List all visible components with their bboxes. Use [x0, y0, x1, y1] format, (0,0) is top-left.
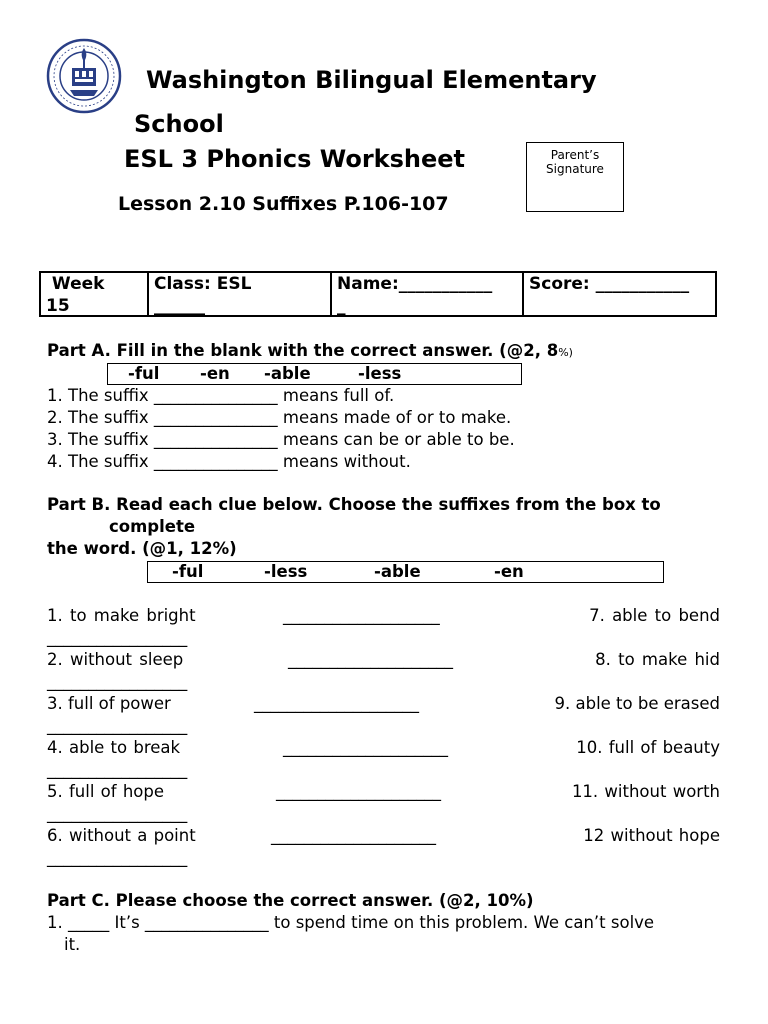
part-b-suffix-box — [147, 561, 664, 583]
part-c-heading: Part C. Please choose the correct answer. (@2, 10%) — [47, 891, 534, 910]
clue-left: 4. able to break — [47, 738, 181, 757]
clue-right: 10. full of beauty — [576, 738, 720, 757]
signature-label-line2: Signature — [546, 162, 604, 176]
name-blank: _ — [337, 296, 346, 316]
answer-blank[interactable]: _________________ — [47, 848, 188, 867]
clue-continuation — [47, 803, 720, 825]
signature-label-line1: Parent’s — [550, 148, 600, 162]
clue-right: 7. able to bend — [589, 606, 720, 625]
answer-blank[interactable]: ___________________ — [283, 606, 440, 625]
suffix-option: -ful — [128, 364, 160, 383]
week-label: Week — [46, 274, 105, 294]
clue-continuation — [47, 671, 720, 693]
class-cell[interactable] — [149, 273, 331, 315]
week-number: 15 — [46, 296, 70, 316]
school-seal-logo — [46, 38, 122, 114]
clue-left: 5. full of hope — [47, 782, 164, 801]
part-a-heading — [47, 340, 573, 364]
clue-row — [47, 605, 720, 627]
clue-right: 12 without hope — [583, 826, 720, 845]
answer-blank[interactable]: ____________________ — [271, 826, 436, 845]
score-cell[interactable] — [524, 273, 715, 315]
clue-row — [47, 737, 720, 759]
answer-blank[interactable]: ____________________ — [288, 650, 453, 669]
worksheet-title: ESL 3 Phonics Worksheet — [124, 145, 466, 173]
clue-row — [47, 693, 720, 715]
answer-blank[interactable]: _________________ — [47, 760, 188, 779]
suffix-option: -able — [374, 562, 421, 581]
clue-row — [47, 649, 720, 671]
clue-left: 6. without a point — [47, 826, 196, 845]
part-a-suffix-box — [107, 363, 522, 385]
clue-continuation — [47, 847, 720, 869]
answer-blank[interactable]: ____________________ — [283, 738, 448, 757]
part-b-heading-line1: Part B. Read each clue below. Choose the suffixes from the box to — [47, 495, 661, 514]
school-name-line2: School — [134, 110, 224, 138]
part-b-heading-line2: complete — [109, 517, 196, 536]
clue-continuation — [47, 759, 720, 781]
name-cell[interactable] — [332, 273, 522, 315]
answer-blank[interactable]: _________________ — [47, 804, 188, 823]
answer-blank[interactable]: ____________________ — [254, 694, 419, 713]
clue-right: 9. able to be erased — [554, 694, 720, 713]
suffix-option: -able — [264, 364, 311, 383]
answer-blank[interactable]: _________________ — [47, 628, 188, 647]
suffix-option: -en — [200, 364, 230, 383]
clue-left: 2. without sleep — [47, 650, 184, 669]
class-blank: ______ — [154, 296, 205, 316]
part-c-item-1-cont: it. — [64, 935, 81, 954]
parent-signature-box[interactable] — [526, 142, 624, 212]
school-name-line1: Washington Bilingual Elementary — [146, 66, 597, 94]
answer-blank[interactable]: _________________ — [47, 716, 188, 735]
suffix-option: -en — [494, 562, 524, 581]
name-label: Name:___________ — [337, 274, 493, 294]
part-a-heading-text: Part A. Fill in the blank with the correct answer. (@2, 8 — [47, 341, 559, 360]
suffix-option: -less — [264, 562, 308, 581]
part-b-heading-line3: the word. (@1, 12%) — [47, 539, 237, 558]
school-name — [134, 58, 666, 146]
clue-right: 8. to make hid — [595, 650, 720, 669]
clue-continuation — [47, 627, 720, 649]
clue-continuation — [47, 715, 720, 737]
answer-blank[interactable]: ____________________ — [276, 782, 441, 801]
suffix-option: -less — [358, 364, 402, 383]
clue-left: 1. to make bright — [47, 606, 196, 625]
part-a-heading-percent: %) — [558, 346, 573, 359]
part-a-item-3[interactable]: 3. The suffix _______________ means can be or able to be. — [47, 430, 515, 449]
part-a-item-1[interactable]: 1. The suffix _______________ means full of. — [47, 386, 395, 405]
clue-row — [47, 781, 720, 803]
clue-row — [47, 825, 720, 847]
part-a-item-2[interactable]: 2. The suffix _______________ means made of or to make. — [47, 408, 512, 427]
lesson-title: Lesson 2.10 Suffixes P.106-107 — [118, 193, 449, 215]
answer-blank[interactable]: _________________ — [47, 672, 188, 691]
suffix-option: -ful — [172, 562, 204, 581]
part-a-item-4[interactable]: 4. The suffix _______________ means without. — [47, 452, 411, 471]
clue-right: 11. without worth — [571, 782, 720, 801]
part-c-item-1[interactable]: 1. _____ It’s _______________ to spend time on this problem. We can’t solve — [47, 913, 655, 932]
class-label: Class: ESL — [154, 274, 252, 294]
student-info-table — [39, 271, 717, 317]
score-label: Score: ___________ — [529, 274, 690, 294]
week-cell — [41, 273, 149, 315]
clue-left: 3. full of power — [47, 694, 171, 713]
